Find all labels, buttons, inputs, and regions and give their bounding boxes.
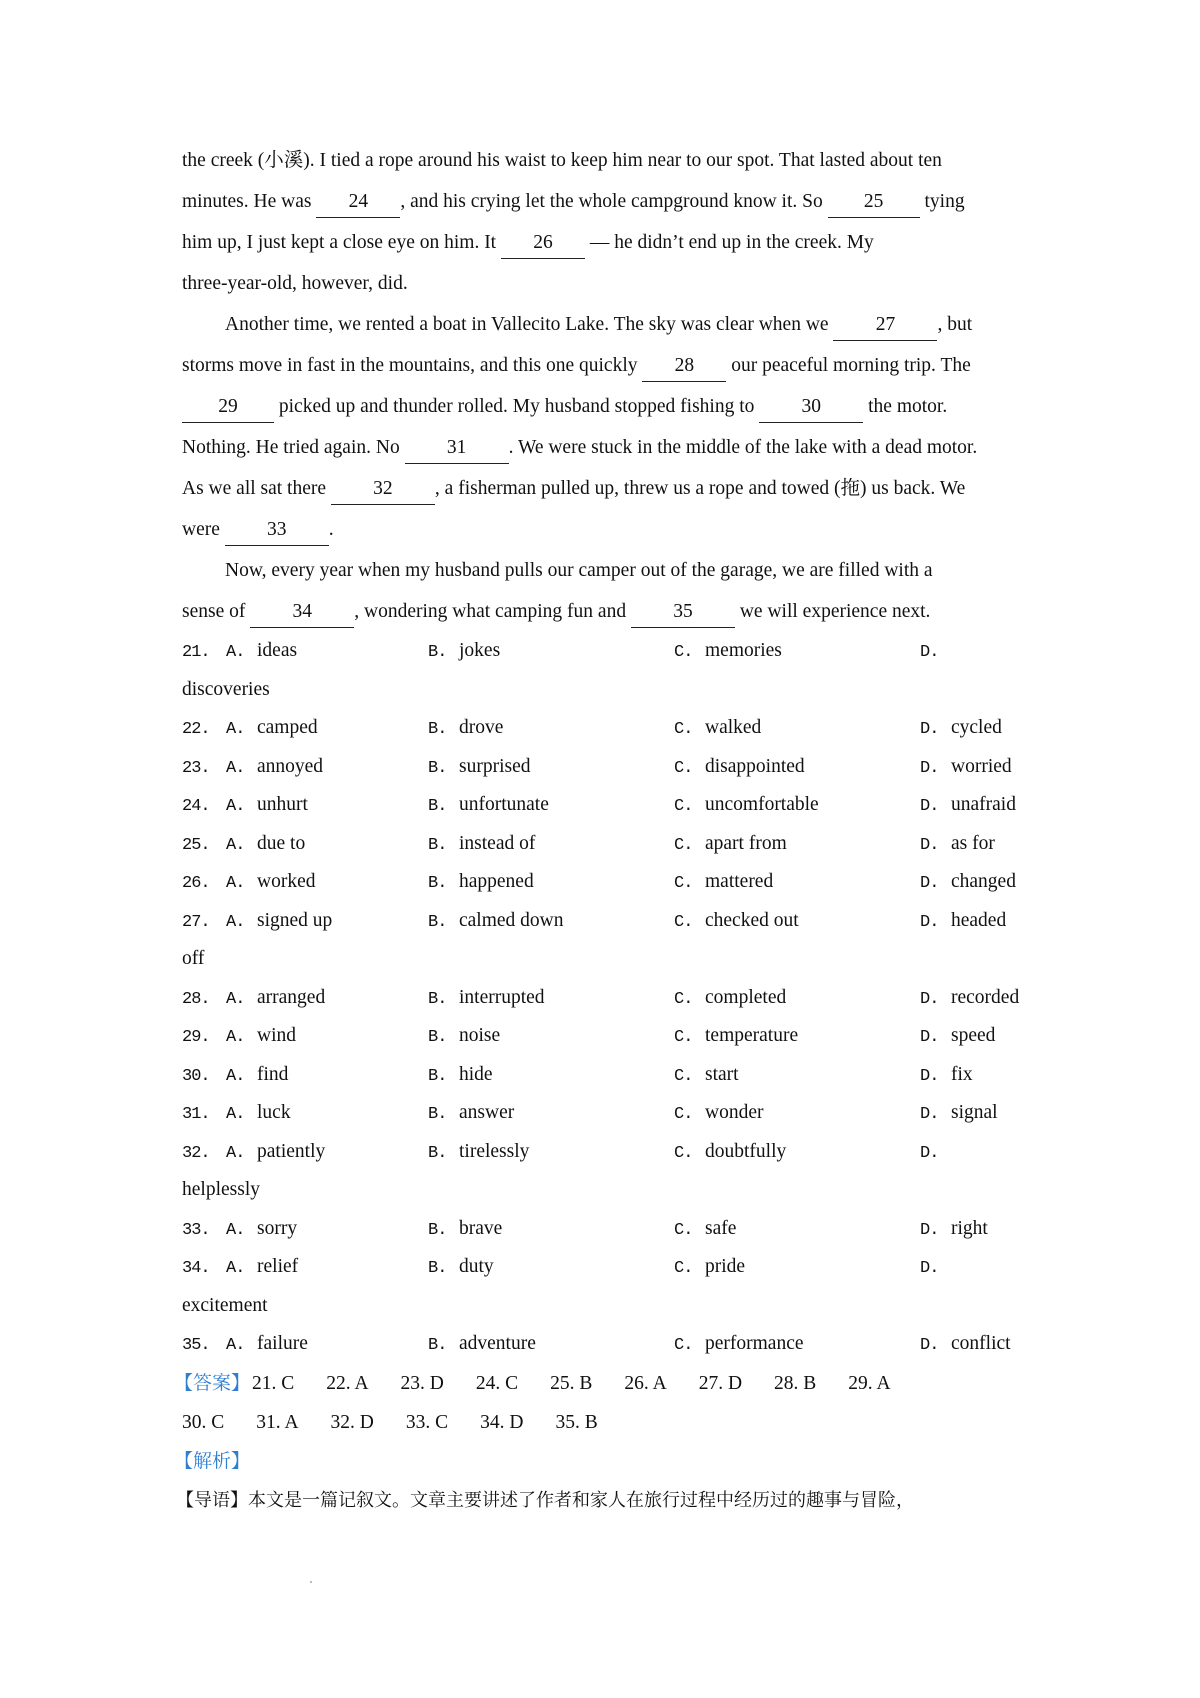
question-number: 22. [182,720,210,739]
passage-text: tying [919,191,965,212]
passage-text: we will experience next. [734,601,931,622]
option-d[interactable]: cycled [951,717,1002,738]
option-c-label: C. [674,797,693,816]
blank-31[interactable]: 31 [405,433,509,464]
option-c-label: C. [674,874,693,893]
option-a-label: A. [226,874,245,893]
option-d[interactable]: discoveries [182,678,270,700]
question-number: 32. [182,1143,210,1163]
option-a[interactable]: wind [257,1025,296,1046]
document-page [174,140,1032,1520]
option-b-label: B. [428,1066,447,1086]
answer-item: 32. D [330,1411,374,1433]
analysis-heading-row [174,1442,1032,1481]
blank-24[interactable]: 24 [316,187,400,218]
passage-text: , wondering what camping fun and [354,601,631,622]
answer-item: 25. B [550,1372,593,1394]
option-a-label: A. [226,912,245,932]
blank-32[interactable]: 32 [331,474,435,505]
option-c-label: C. [674,1259,693,1278]
option-a[interactable]: relief [257,1256,299,1277]
option-a[interactable]: due to [257,832,306,854]
option-d-label: D. [920,1143,939,1163]
option-b-label: B. [428,1220,447,1240]
option-b[interactable]: drove [459,717,504,738]
option-d[interactable]: unafraid [951,794,1016,815]
question-number: 31. [182,1105,210,1124]
option-a[interactable]: ideas [257,640,298,661]
option-a-label: A. [226,1028,245,1047]
blank-29[interactable]: 29 [182,392,274,423]
answer-label: 【答案】 [174,1371,251,1394]
option-d-label: D. [920,643,939,662]
question-row-24 [182,786,1032,825]
passage-line [182,345,1032,386]
option-a-label: A. [226,1220,245,1240]
option-c-label: C. [674,1143,693,1163]
option-b-label: B. [428,758,447,778]
question-row-21 [182,632,1032,671]
option-c-label: C. [674,1066,693,1086]
option-d-label: D. [920,1028,939,1047]
option-c[interactable]: apart from [705,832,787,854]
option-c-label: C. [674,758,693,778]
option-c[interactable]: wonder [705,1102,764,1123]
passage-text: As we all sat there [182,478,331,499]
blank-28[interactable]: 28 [642,351,726,382]
option-c[interactable]: mattered [705,871,774,892]
option-d[interactable]: changed [951,871,1016,892]
blank-27[interactable]: 27 [833,310,937,341]
blank-35[interactable]: 35 [631,597,735,628]
option-b-label: B. [428,1259,447,1278]
analysis-intro-row [176,1481,1032,1520]
question-row-22 [182,709,1032,748]
option-c[interactable]: safe [705,1217,737,1239]
answer-item: 29. A [848,1372,891,1394]
option-b-label: B. [428,835,447,855]
option-c-label: C. [674,835,693,855]
option-c[interactable]: disappointed [705,755,805,777]
question-row-27 [182,902,1032,941]
option-b[interactable]: unfortunate [459,794,549,815]
question-number: 24. [182,797,210,816]
option-d[interactable]: speed [951,1025,996,1046]
question-row-28 [182,979,1032,1018]
option-a-label: A. [226,797,245,816]
option-d-label: D. [920,1105,939,1124]
option-d-label: D. [920,758,939,778]
question-row-29 [182,1017,1032,1056]
passage-text: storms move in fast in the mountains, and this one quickly [182,355,643,376]
passage-text: picked up and thunder rolled. My husband stopped fishing to [274,396,760,417]
option-c[interactable]: performance [705,1333,804,1354]
passage-text: . We were stuck in the middle of the lake with a dead motor. [508,437,978,458]
option-c-label: C. [674,643,693,662]
passage-text: , and his crying let the whole campground know it. So [400,191,828,212]
option-d-label: D. [920,1259,939,1278]
question-row-32 [182,1133,1032,1172]
option-b-label: B. [428,1028,447,1047]
passage-line [182,140,1032,181]
option-b[interactable]: noise [459,1025,501,1046]
option-d[interactable]: as for [951,832,995,854]
question-number: 26. [182,874,210,893]
blank-30[interactable]: 30 [759,392,863,423]
passage-text: the creek (小溪). I tied a rope around his waist to keep him near to our spot. That lasted about ten [182,150,942,171]
option-a-label: A. [226,643,245,662]
option-a-label: A. [226,1143,245,1163]
option-c[interactable]: uncomfortable [705,794,819,815]
option-c-label: C. [674,989,693,1009]
option-b[interactable]: interrupted [459,986,545,1008]
option-d-label: D. [920,1066,939,1086]
answer-item: 24. C [475,1372,519,1394]
question-number: 34. [182,1259,210,1278]
passage-line [182,468,1032,509]
question-row-31 [182,1094,1032,1133]
option-d-label: D. [920,1220,939,1240]
option-a[interactable]: sorry [257,1217,298,1239]
answer-item: 31. A [256,1411,299,1433]
option-a[interactable]: find [257,1063,289,1085]
option-a-label: A. [226,1259,245,1278]
option-d[interactable]: conflict [951,1333,1011,1354]
passage-line [182,550,1032,591]
option-a[interactable]: signed up [257,909,333,931]
option-d[interactable]: signal [951,1102,998,1123]
passage-text: the motor. [863,396,948,417]
passage-line [182,509,1032,550]
option-c-label: C. [674,912,693,932]
answer-key-row-2 [182,1403,1032,1442]
option-b[interactable]: brave [459,1217,503,1239]
answer-item: 22. A [326,1372,369,1394]
answer-item: 27. D [698,1372,743,1394]
passage-text: Now, every year when my husband pulls our camper out of the garage, we are filled with a [225,560,933,581]
option-c[interactable]: walked [705,717,762,738]
option-a[interactable]: failure [257,1333,308,1354]
question-row-25 [182,825,1032,864]
passage-text: . [328,519,334,540]
option-b-label: B. [428,912,447,932]
option-b-label: B. [428,1143,447,1163]
question-row-26 [182,863,1032,902]
option-b-label: B. [428,797,447,816]
question-options-list [182,632,1032,1364]
cloze-passage [182,140,1032,632]
intro-label [176,1481,914,1520]
answer-item: 23. D [400,1372,444,1394]
option-d-label: D. [920,989,939,1009]
passage-text: three-year-old, however, did. [182,273,408,294]
passage-line [182,591,1032,632]
answer-item: 34. D [480,1411,524,1433]
option-a-label: A. [226,1105,245,1124]
option-c[interactable]: temperature [705,1025,799,1046]
option-a[interactable]: luck [257,1102,291,1123]
option-a[interactable]: annoyed [257,755,324,777]
option-c-label: C. [674,1028,693,1047]
passage-text: sense of [182,601,251,622]
blank-25[interactable]: 25 [828,187,920,218]
option-d-label: D. [920,1336,939,1355]
intro-tag: 【导语】 [176,1489,248,1511]
option-d-wrap[interactable]: off [182,948,205,969]
question-number: 29. [182,1028,210,1047]
option-a-label: A. [226,758,245,778]
answer-item: 26. A [624,1372,667,1394]
question-number: 35. [182,1336,210,1355]
answer-item: 33. C [405,1411,449,1433]
option-a[interactable]: unhurt [257,794,308,815]
option-d[interactable]: headed [951,909,1007,931]
option-c-label: C. [674,720,693,739]
passage-text: minutes. He was [182,191,317,212]
passage-line [182,222,1032,263]
option-c-label: C. [674,1105,693,1124]
option-b-label: B. [428,1105,447,1124]
option-b[interactable]: tirelessly [459,1140,530,1162]
option-d-label: D. [920,912,939,932]
option-a-label: A. [226,835,245,855]
option-c[interactable]: checked out [705,909,799,931]
option-c-label: C. [674,1220,693,1240]
answer-item: 35. B [555,1411,598,1433]
answer-key-row-1 [174,1364,1032,1403]
question-row-23 [182,748,1032,787]
option-b-label: B. [428,643,447,662]
option-b-label: B. [428,989,447,1009]
option-a[interactable]: patiently [257,1140,326,1162]
question-row-30 [182,1056,1032,1095]
question-row-33 [182,1210,1032,1249]
answer-item: 21. C [252,1372,295,1394]
option-c-label: C. [674,1336,693,1355]
passage-line [182,263,1032,304]
question-row-35 [182,1325,1032,1364]
question-number: 23. [182,758,210,778]
option-a[interactable]: camped [257,717,318,738]
option-c[interactable]: start [705,1063,739,1085]
passage-text: — he didn’t end up in the creek. My [584,232,874,253]
option-b[interactable]: surprised [459,755,531,777]
option-c[interactable]: doubtfully [705,1140,787,1162]
question-number: 28. [182,989,210,1009]
option-b-label: B. [428,720,447,739]
option-d[interactable]: fix [951,1063,973,1085]
option-b[interactable]: hide [459,1063,493,1085]
answer-item: 30. C [182,1411,225,1433]
option-d-label: D. [920,835,939,855]
analysis-label: 【解析】 [174,1449,251,1472]
option-b[interactable]: instead of [459,832,536,854]
option-b[interactable]: answer [459,1102,515,1123]
option-a-label: A. [226,989,245,1009]
option-a[interactable]: worked [257,871,316,892]
passage-text: Another time, we rented a boat in Vallecito Lake. The sky was clear when we [225,314,834,335]
option-b[interactable]: duty [459,1256,494,1277]
option-b-label: B. [428,874,447,893]
option-b[interactable]: happened [459,871,534,892]
option-b[interactable]: jokes [459,640,501,661]
passage-line [182,181,1032,222]
question-number: 21. [182,643,210,662]
stray-mark [310,1581,312,1583]
option-a-label: A. [226,1336,245,1355]
option-d-label: D. [920,874,939,893]
question-number: 33. [182,1220,210,1240]
question-number: 27. [182,912,210,932]
option-c[interactable]: pride [705,1256,746,1277]
question-number: 25. [182,835,210,855]
option-b[interactable]: calmed down [459,909,564,931]
passage-text: Nothing. He tried again. No [182,437,405,458]
blank-33[interactable]: 33 [225,515,329,546]
passage-text: , but [937,314,973,335]
passage-text: , a fisherman pulled up, threw us a rope and towed (拖) us back. We [434,478,966,499]
blank-34[interactable]: 34 [250,597,354,628]
option-d[interactable]: right [951,1217,988,1239]
passage-line [182,427,1032,468]
option-b-label: B. [428,1336,447,1355]
option-c[interactable]: completed [705,986,787,1008]
answer-item: 28. B [774,1372,817,1394]
option-c[interactable]: memories [705,640,782,661]
option-a[interactable]: arranged [257,986,326,1008]
passage-text: him up, I just kept a close eye on him. It [182,232,501,253]
option-a-label: A. [226,720,245,739]
question-row-34 [182,1248,1032,1287]
option-a-label: A. [226,1066,245,1086]
option-d-label: D. [920,797,939,816]
passage-text: our peaceful morning trip. The [726,355,971,376]
passage-line [182,304,1032,345]
question-number: 30. [182,1066,210,1086]
option-d[interactable]: helplessly [182,1179,260,1200]
passage-line [182,386,1032,427]
option-d-label: D. [920,720,939,739]
option-d[interactable]: worried [951,755,1012,777]
option-b[interactable]: adventure [459,1333,536,1354]
blank-26[interactable]: 26 [501,228,585,259]
passage-text: were [182,519,225,540]
option-d[interactable]: excitement [182,1294,268,1316]
option-d[interactable]: recorded [951,986,1020,1008]
intro-text: 本文是一篇记叙文。文章主要讲述了作者和家人在旅行过程中经历过的趣事与冒险， [248,1489,914,1511]
